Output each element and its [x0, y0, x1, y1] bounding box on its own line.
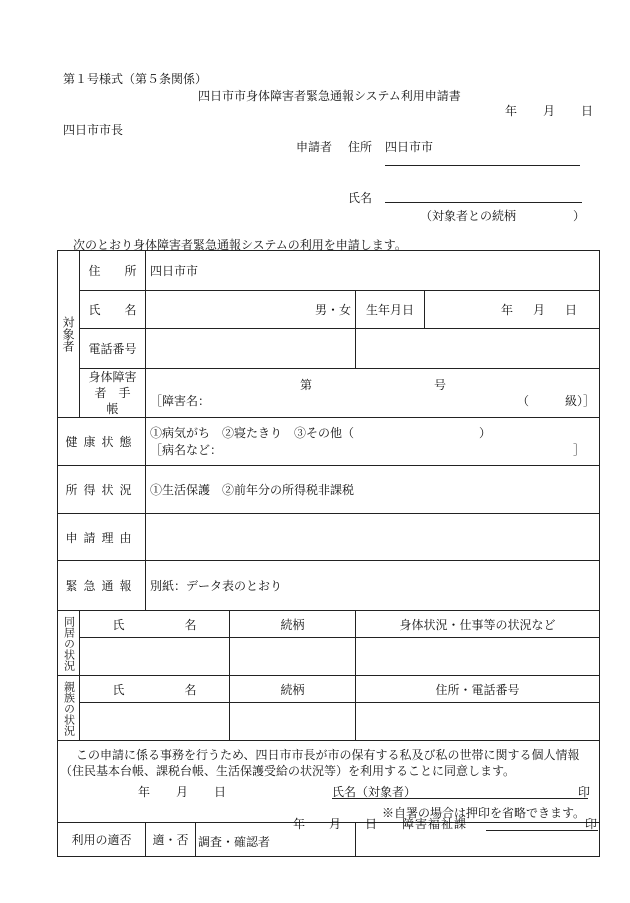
subject-phone-value[interactable]: [146, 329, 356, 369]
reason-label: 申請理由: [58, 514, 146, 561]
eligibility-label: 利用の適否: [58, 823, 146, 857]
form-title: 四日市市身体障害者緊急通報システム利用申請書: [198, 89, 461, 103]
applicant-address-label: 住所: [348, 140, 373, 154]
relatives-name-cell[interactable]: [80, 703, 230, 741]
relation-label: （対象者との続柄: [420, 209, 517, 223]
eligibility-value[interactable]: 適・否: [146, 823, 196, 857]
disability-grade: （ 級）］: [517, 394, 596, 408]
office-day: 日: [365, 817, 378, 831]
cohabitant-name-cell[interactable]: [80, 638, 230, 676]
consent-year: 年: [138, 785, 151, 799]
birth-month: 月: [533, 303, 546, 317]
income-options[interactable]: ①生活保護 ②前年分の所得税非課税: [146, 466, 600, 514]
cohabitant-name-header: 氏 名: [80, 611, 230, 638]
relatives-section-label: 親族の状況: [58, 676, 80, 741]
handbook-label: [80, 369, 146, 418]
subject-gender[interactable]: 男・女: [146, 291, 356, 329]
relatives-relation-cell[interactable]: [230, 703, 356, 741]
handbook-no-suffix: 号: [434, 378, 447, 392]
handbook-field[interactable]: [146, 369, 600, 418]
applicant-name-label: 氏名: [348, 191, 373, 205]
date-year: 年: [505, 104, 518, 118]
subject-phone-label: 電話番号: [80, 329, 146, 369]
handbook-label-line1: 身体障害: [88, 370, 137, 384]
relatives-contact-header: 住所・電話番号: [356, 676, 600, 703]
subject-address-label: 住 所: [80, 251, 146, 291]
subject-section-label: 対象者: [58, 251, 80, 418]
subject-address-value[interactable]: 四日市市: [146, 251, 600, 291]
applicant-address-underline: [385, 165, 580, 166]
health-label: 健康状態: [58, 418, 146, 466]
applicant-label: 申請者: [296, 140, 333, 154]
consent-month: 月: [176, 785, 189, 799]
consent-note: ※自署の場合は押印を省略できます。: [382, 806, 586, 820]
emergency-value[interactable]: 別紙：データ表のとおり: [146, 561, 600, 611]
health-field[interactable]: [146, 418, 600, 466]
disability-name: ［障害名：: [150, 394, 211, 408]
consent-block: [58, 741, 600, 823]
addressee: 四日市市長: [63, 123, 124, 137]
form-number: 第１号様式（第５条関係）: [63, 72, 208, 86]
cohabitant-status-header: 身体状況・仕事等の状況など: [356, 611, 600, 638]
disease-name: ［病名など：: [150, 442, 223, 457]
cohabitant-status-cell[interactable]: [356, 638, 600, 676]
office-signature-line[interactable]: [486, 830, 598, 831]
intro-text: 次のとおり身体障害者緊急通報システムの利用を申請します。: [73, 238, 407, 252]
birth-year: 年: [501, 303, 514, 317]
office-department: 障害福祉課: [402, 817, 468, 831]
cohabitant-section-label: 同居の状況: [58, 611, 80, 676]
application-table: [57, 250, 600, 857]
subject-phone-extra[interactable]: [356, 329, 600, 369]
emergency-label: 緊急通報: [58, 561, 146, 611]
office-seal: 印: [585, 817, 598, 831]
health-options: ①病気がち ②寝たきり ③その他（: [150, 425, 355, 440]
consent-text-line2: （住民基本台帳、課税台帳、生活保護受給の状況等）を利用することに同意します。: [60, 764, 516, 778]
date-day: 日: [581, 104, 594, 118]
relatives-contact-cell[interactable]: [356, 703, 600, 741]
birth-date-label: 生年月日: [356, 291, 425, 329]
handbook-no-prefix: 第: [300, 378, 313, 392]
office-year: 年: [293, 817, 306, 831]
relation-close: ）: [573, 209, 586, 223]
relatives-relation-header: 続柄: [230, 676, 356, 703]
office-month: 月: [329, 817, 342, 831]
birth-date-field[interactable]: [425, 291, 600, 329]
subject-name-label: 氏 名: [80, 291, 146, 329]
birth-day: 日: [565, 303, 578, 317]
consent-seal: 印: [578, 785, 591, 799]
relatives-name-header: 氏 名: [80, 676, 230, 703]
consent-day: 日: [214, 785, 227, 799]
consent-signature-line[interactable]: [332, 798, 588, 799]
income-label: 所得状況: [58, 466, 146, 514]
cohabitant-relation-header: 続柄: [230, 611, 356, 638]
handbook-label-line2: 者 手 帳: [94, 386, 143, 416]
office-date-field[interactable]: [293, 817, 600, 857]
applicant-address-value[interactable]: 四日市市: [385, 140, 434, 154]
applicant-name-underline[interactable]: [385, 202, 582, 203]
inspector-label: 調査・確認者: [198, 834, 271, 849]
consent-text-line1: この申請に係る事務を行うため、四日市市長が市の保有する私及び私の世帯に関する個人情報: [76, 748, 580, 762]
reason-field[interactable]: [146, 514, 600, 561]
consent-signer-label: 氏名（対象者）: [332, 785, 417, 799]
health-options-close: ）: [479, 425, 492, 440]
disease-close: ］: [573, 442, 586, 457]
date-month: 月: [543, 104, 556, 118]
cohabitant-relation-cell[interactable]: [230, 638, 356, 676]
